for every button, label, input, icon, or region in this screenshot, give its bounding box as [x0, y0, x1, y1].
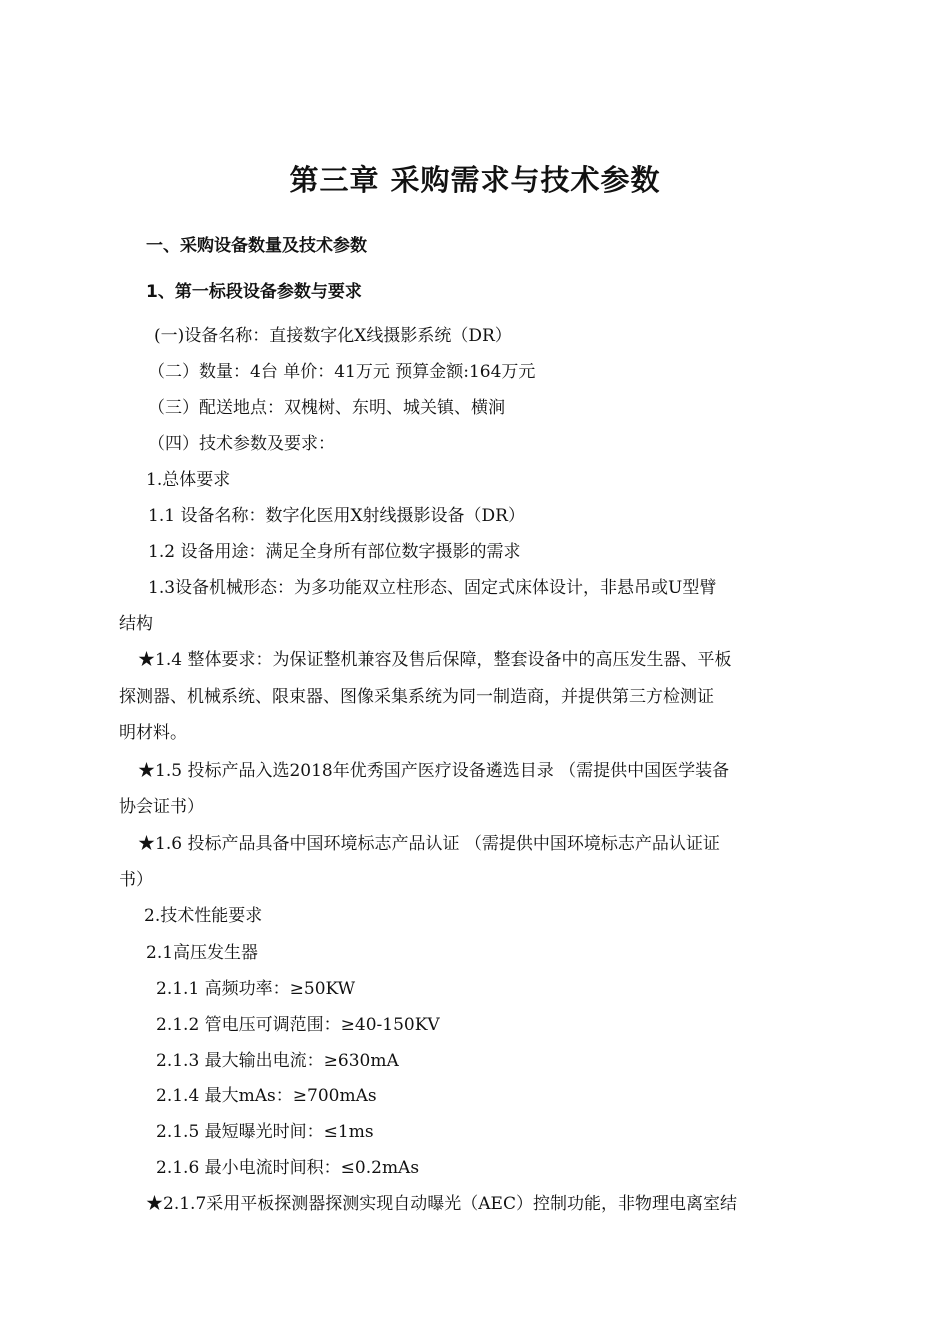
text-line: 2.1.5 最短曝光时间：≤1ms: [156, 1122, 374, 1142]
text-line: (一)设备名称：直接数字化X线摄影系统（DR）: [154, 326, 512, 346]
text-line: 协会证书）: [119, 797, 204, 817]
text-line: 2.1.2 管电压可调范围：≥40-150KV: [156, 1015, 440, 1035]
text-line: 2.1高压发生器: [146, 943, 259, 963]
text-line: 书）: [119, 870, 153, 890]
chapter-title: 第三章 采购需求与技术参数: [289, 163, 661, 197]
text-line: （二）数量：4台 单价：41万元 预算金额:164万元: [148, 362, 536, 382]
text-line: 1.总体要求: [146, 470, 231, 490]
text-line: 1.3设备机械形态：为多功能双立柱形态、固定式床体设计，非悬吊或U型臂: [148, 578, 717, 598]
text-line: 1.1 设备名称：数字化医用X射线摄影设备（DR）: [148, 506, 525, 526]
text-line: ★1.4 整体要求：为保证整机兼容及售后保障，整套设备中的高压发生器、平板: [138, 650, 732, 670]
text-line: 2.1.3 最大输出电流：≥630mA: [156, 1051, 399, 1071]
text-line: ★2.1.7采用平板探测器探测实现自动曝光（AEC）控制功能，非物理电离室结: [146, 1194, 737, 1214]
text-line: （三）配送地点：双槐树、东明、城关镇、横涧: [148, 398, 505, 418]
text-line: （四）技术参数及要求：: [148, 434, 335, 454]
subsection-heading: 1、第一标段设备参数与要求: [146, 282, 362, 302]
text-line: 2.技术性能要求: [144, 906, 263, 926]
text-line: 2.1.4 最大mAs：≥700mAs: [156, 1086, 377, 1106]
text-line: 2.1.6 最小电流时间积：≤0.2mAs: [156, 1158, 420, 1178]
text-line: ★1.6 投标产品具备中国环境标志产品认证 （需提供中国环境标志产品认证证: [138, 834, 720, 854]
text-line: ★1.5 投标产品入选2018年优秀国产医疗设备遴选目录 （需提供中国医学装备: [138, 761, 730, 781]
text-line: 2.1.1 高频功率：≥50KW: [156, 979, 356, 999]
section-heading: 一、采购设备数量及技术参数: [146, 236, 367, 256]
text-line: 结构: [119, 614, 153, 634]
text-line: 明材料。: [119, 723, 187, 743]
text-line: 探测器、机械系统、限束器、图像采集系统为同一制造商，并提供第三方检测证: [119, 687, 714, 707]
text-line: 1.2 设备用途：满足全身所有部位数字摄影的需求: [148, 542, 521, 562]
